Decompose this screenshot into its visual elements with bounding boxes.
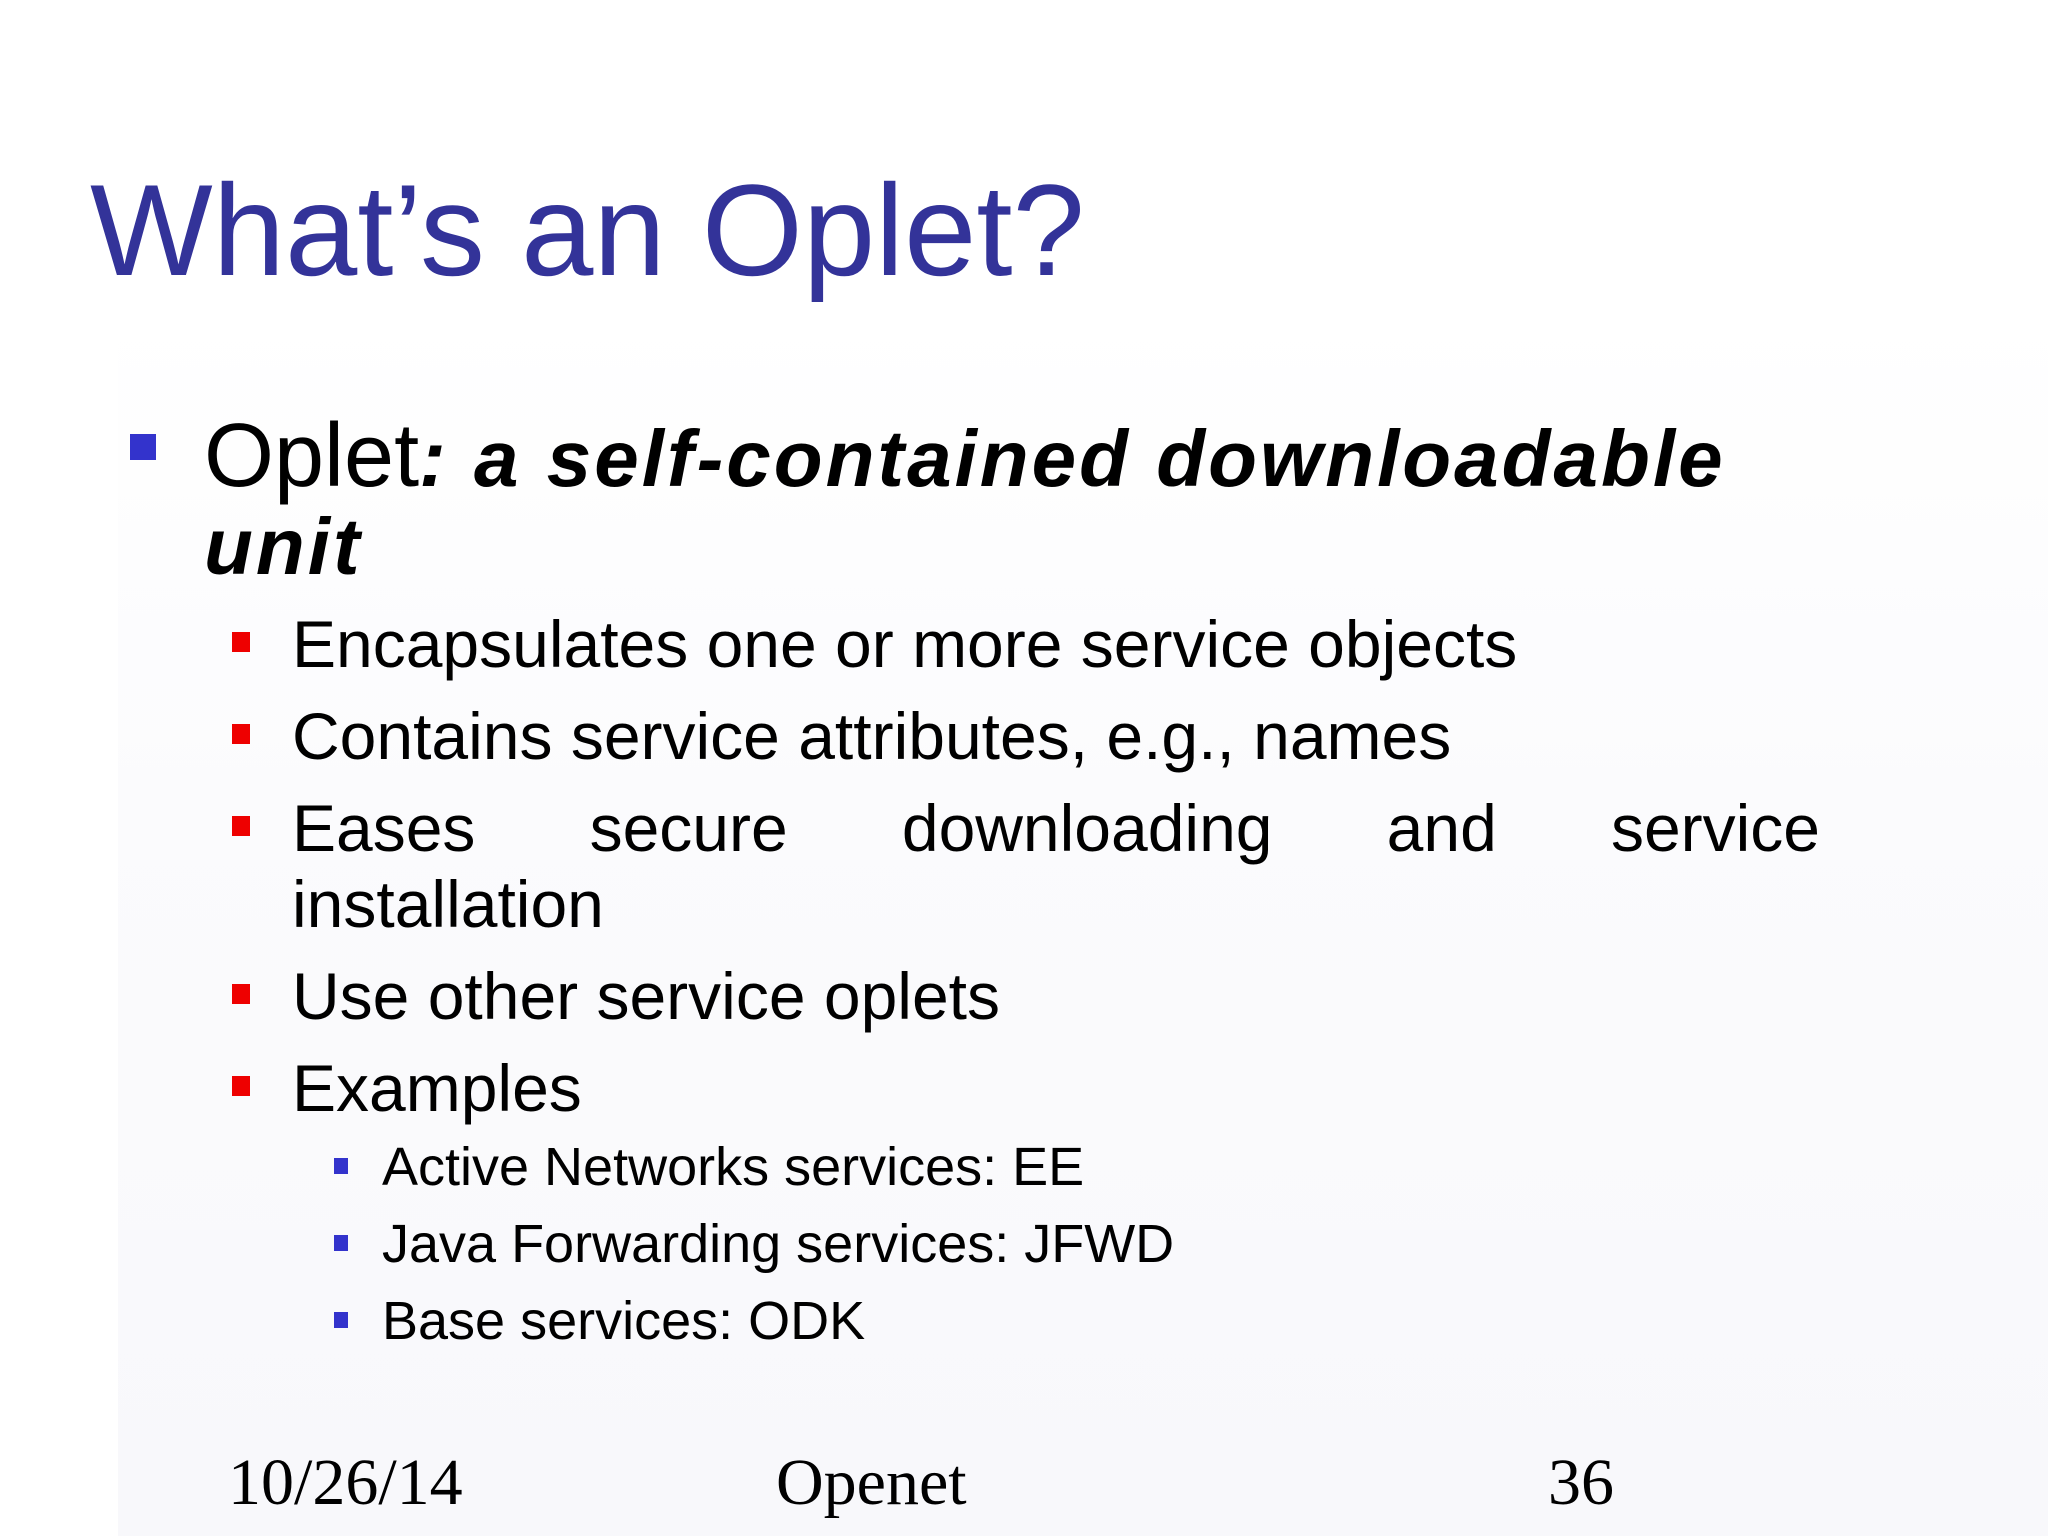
footer-title: Openet — [776, 1446, 967, 1519]
sub-point-eases-continued: installation — [292, 867, 604, 941]
sub-point-encapsulates: Encapsulates one or more service objects — [292, 607, 1518, 681]
bullet-square-icon — [334, 1235, 348, 1251]
eases-word: downloading — [901, 791, 1273, 865]
main-point-definition: : a self-contained downloadable — [419, 414, 1726, 503]
slide-number: 36 — [1548, 1446, 1614, 1519]
sub-point-contains: Contains service attributes, e.g., names — [292, 699, 1452, 773]
sub-point-eases — [292, 790, 1820, 866]
bullet-square-icon — [232, 816, 250, 836]
main-point — [204, 406, 1726, 506]
eases-word: secure — [589, 791, 788, 865]
bullet-square-icon — [232, 632, 250, 652]
main-point-definition-continued: unit — [204, 502, 363, 591]
sub-point-use-other: Use other service oplets — [292, 959, 1000, 1033]
bullet-square-icon — [130, 434, 156, 460]
footer-date: 10/26/14 — [228, 1446, 463, 1519]
bullet-square-icon — [232, 724, 250, 744]
example-item: Active Networks services: EE — [382, 1137, 1085, 1197]
example-item: Base services: ODK — [382, 1291, 866, 1351]
bullet-square-icon — [232, 1076, 250, 1096]
eases-word: and — [1386, 791, 1497, 865]
main-point-term: Oplet — [204, 406, 420, 506]
bullet-square-icon — [334, 1312, 348, 1328]
example-item: Java Forwarding services: JFWD — [382, 1214, 1175, 1274]
slide-title: What’s an Oplet? — [90, 157, 1085, 303]
bullet-square-icon — [334, 1158, 348, 1174]
bullet-square-icon — [232, 984, 250, 1004]
eases-word: service — [1610, 791, 1820, 865]
eases-word: Eases — [292, 791, 476, 865]
sub-point-examples: Examples — [292, 1051, 582, 1125]
